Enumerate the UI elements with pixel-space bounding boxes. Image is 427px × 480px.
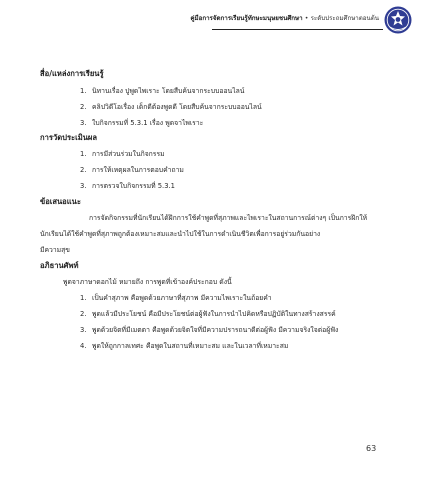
assessment-item: 3. การตรวจใบกิจกรรมที่ 5.3.1 [80,182,176,190]
page-header [190,13,379,23]
assessment-item: 2. การให้เหตุผลในการตอบคำถาม [80,166,184,174]
glossary-item: 4. พูดให้ถูกกาลเทศะ คือพูดในสถานที่เหมาะสม และในเวลาที่เหมาะสม [80,342,289,350]
suggestion-line: มีความสุข [40,246,70,254]
header-rule [212,29,383,30]
media-item: 2. คลิปวิดีโอเรื่อง เด็กดีต้องพูดดี โดยสืบค้นจากระบบออนไลน์ [80,103,262,111]
header-title: คู่มือการจัดการเรียนรู้ทักษะมนุษยชนศึกษา [190,15,303,22]
glossary-item: 1. เป็นคำสุภาพ คือพูดด้วยภาษาที่สุภาพ มีความไพเราะในถ้อยคำ [80,294,272,302]
suggestion-heading: ข้อเสนอแนะ [40,197,81,206]
media-heading: สื่อ/แหล่งการเรียนรู้ [40,69,104,78]
header-subtitle: ระดับประถมศึกษาตอนต้น [310,15,379,22]
assessment-item: 1. การมีส่วนร่วมในกิจกรรม [80,150,165,158]
glossary-item: 2. พูดแล้วมีประโยชน์ คือมีประโยชน์ต่อผู้ฟังในการนำไปคิดหรือปฏิบัติในทางสร้างสรรค์ [80,310,336,318]
glossary-intro: พูดจาภาษาดอกไม้ หมายถึง การพูดที่เข้าองค์ประกอบ ดังนี้ [63,278,232,286]
suggestion-line: การจัดกิจกรรมที่นักเรียนได้ฝึกการใช้คำพูดที่สุภาพและไพเราะในสถานการณ์ต่างๆ เป็นการฝึกให้ [89,214,368,222]
suggestion-line: นักเรียนได้ใช้คำพูดที่สุภาพถูกต้องเหมาะสมและนำไปใช้ในการดำเนินชีวิตเพื่อการอยู่ร่วมกันอย่าง [40,230,321,238]
assessment-heading: การวัดประเมินผล [40,133,98,142]
page-number: 63 [366,444,377,453]
organization-logo-icon [383,5,413,35]
glossary-item: 3. พูดด้วยจิตที่มีเมตตา คือพูดด้วยจิตใจที่มีความปรารถนาดีต่อผู้ฟัง มีความจริงใจต่อผู้ฟัง [80,326,339,334]
header-separator: • [304,15,309,22]
glossary-heading: อภิธานศัพท์ [40,261,79,270]
media-item: 3. ใบกิจกรรมที่ 5.3.1 เรื่อง พูดจาไพเราะ [80,119,204,127]
media-item: 1. นิทานเรื่อง ปูพูดไพเราะ โดยสืบค้นจากระบบออนไลน์ [80,87,245,95]
